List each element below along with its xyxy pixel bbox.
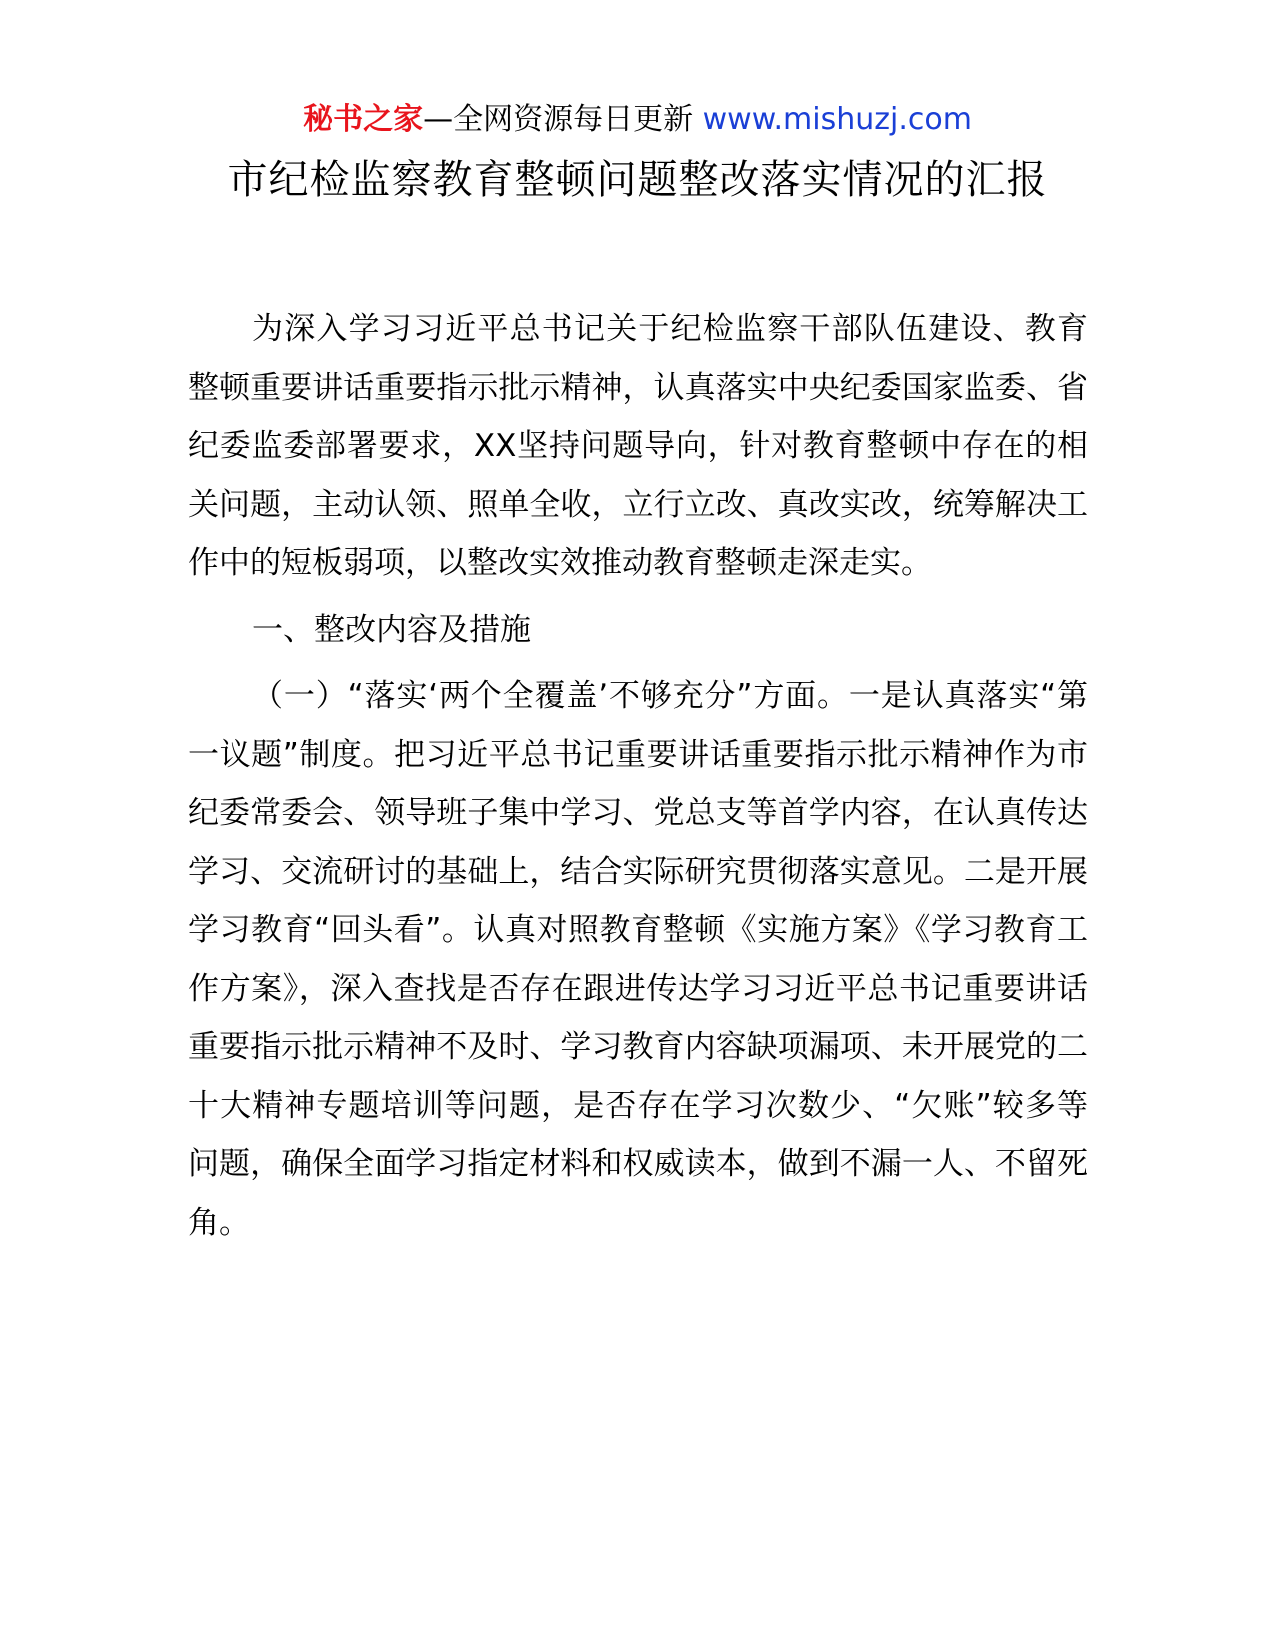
site-banner [0, 98, 1275, 142]
site-url-link[interactable]: www.mishuzj.com [702, 102, 972, 137]
document-title: 市纪检监察教育整顿问题整改落实情况的汇报 [227, 157, 1048, 203]
intro-paragraph: 为深入学习习近平总书记关于纪检监察干部队伍建设、教育整顿重要讲话重要指示批示精神，认真落实中央纪委国家监委、省纪委监委部署要求，XX坚持问题导向，针对教育整顿中存在的相关问题，主动认领、照单全收，立行立改、真改实改，统筹解决工作中的短板弱项，以整改实效推动教育整顿走深走实。 [188, 311, 1088, 581]
section-heading: 一、整改内容及措施 [252, 611, 531, 648]
banner-slogan: —全网资源每日更新 [423, 102, 694, 137]
document-body [188, 300, 1088, 1260]
brand-name: 秘书之家 [303, 102, 424, 137]
section-paragraph: （一）“落实‘两个全覆盖’不够充分”方面。一是认真落实“第一议题”制度。把习近平总书记重要讲话重要指示批示精神作为市纪委常委会、领导班子集中学习、党总支等首学内容，在认真传达学习、交流研讨的基础上，结合实际研究贯彻落实意见。二是开展学习教育“回头看”。认真对照教育整顿《实施方案》《学习教育工作方案》，深入查找是否存在跟进传达学习习近平总书记重要讲话重要指示批示精神不及时、学习教育内容缺项漏项、未开展党的二十大精神专题培训等问题，是否存在学习次数少、“欠账”较多等问题，确保全面学习指定材料和权威读本，做到不漏一人、不留死角。 [188, 678, 1088, 1241]
